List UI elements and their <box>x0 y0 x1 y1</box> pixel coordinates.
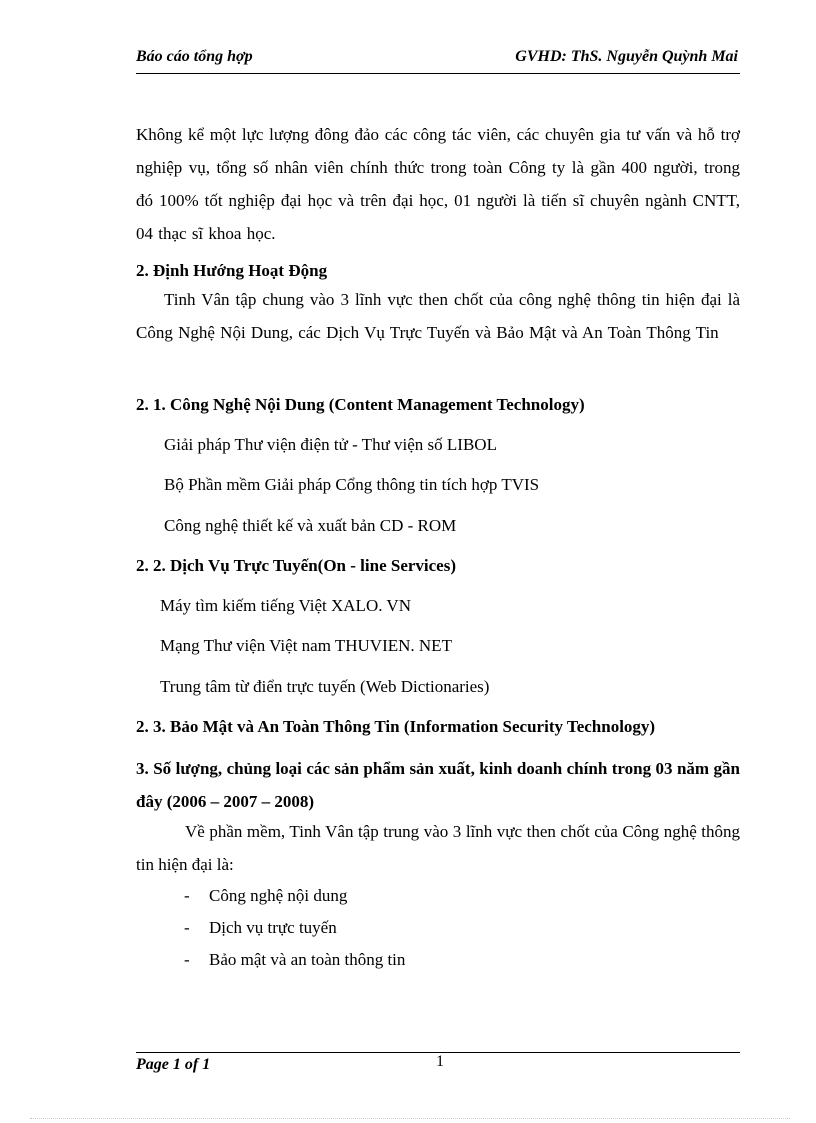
list-item: Giải pháp Thư viện điện tử - Thư viện số LIBOL <box>164 435 497 454</box>
bullet-text: Dịch vụ trực tuyến <box>209 918 337 937</box>
header-divider <box>136 73 740 74</box>
bullet-dash: - <box>184 918 190 937</box>
bullet-text: Bảo mật và an toàn thông tin <box>209 950 406 969</box>
page-header <box>136 48 740 72</box>
section-3-heading: 3. Số lượng, chủng loại các sản phẩm sản xuất, kinh doanh chính trong 03 năm gần đây (2006 – 2007 – 2008) <box>136 759 740 811</box>
bullet-dash: - <box>184 950 190 969</box>
section-2-2-heading: 2. 2. Dịch Vụ Trực Tuyến(On - line Services) <box>136 556 456 575</box>
list-item: Mạng Thư viện Việt nam THUVIEN. NET <box>160 636 452 655</box>
intro-paragraph: Không kể một lực lượng đông đảo các công tác viên, các chuyên gia tư vấn và hỗ trợ nghiệp vụ, tổng số nhân viên chính thức trong toàn Công ty là gần 400 người, trong đó 100% tốt nghiệp đại học và trên đại học, 01 người là tiến sĩ chuyên ngành CNTT, 04 thạc sĩ khoa học. <box>136 125 740 243</box>
section-2-paragraph: Tinh Vân tập chung vào 3 lĩnh vực then chốt của công nghệ thông tin hiện đại là Công Nghệ Nội Dung, các Dịch Vụ Trực Tuyến và Bảo Mật và An Toàn Thông Tin <box>136 290 740 342</box>
list-item: Máy tìm kiếm tiếng Việt XALO. VN <box>160 596 411 615</box>
page-edge-dotted-line <box>30 1118 790 1119</box>
section-2-heading: 2. Định Hướng Hoạt Động <box>136 261 328 280</box>
bullet-text: Công nghệ nội dung <box>209 886 348 905</box>
list-item: Công nghệ thiết kế và xuất bản CD - ROM <box>164 516 457 535</box>
section-2-3-heading: 2. 3. Bảo Mật và An Toàn Thông Tin (Information Security Technology) <box>136 717 656 736</box>
section-3-paragraph: Về phần mềm, Tinh Vân tập trung vào 3 lĩnh vực then chốt của Công nghệ thông tin hiện đại là: <box>136 822 740 874</box>
bullet-dash: - <box>184 886 190 905</box>
header-supervisor: GVHD: ThS. Nguyễn Quỳnh Mai <box>515 48 738 65</box>
page-number: 1 <box>436 1053 444 1070</box>
footer-page-label: Page 1 of 1 <box>136 1056 211 1073</box>
section-2-1-heading: 2. 1. Công Nghệ Nội Dung (Content Management Technology) <box>136 395 585 414</box>
list-item: Bộ Phần mềm Giải pháp Cổng thông tin tích hợp TVIS <box>164 475 540 494</box>
header-report-title: Báo cáo tổng hợp <box>136 48 253 65</box>
list-item: Trung tâm từ điển trực tuyến (Web Dictionaries) <box>160 677 490 696</box>
